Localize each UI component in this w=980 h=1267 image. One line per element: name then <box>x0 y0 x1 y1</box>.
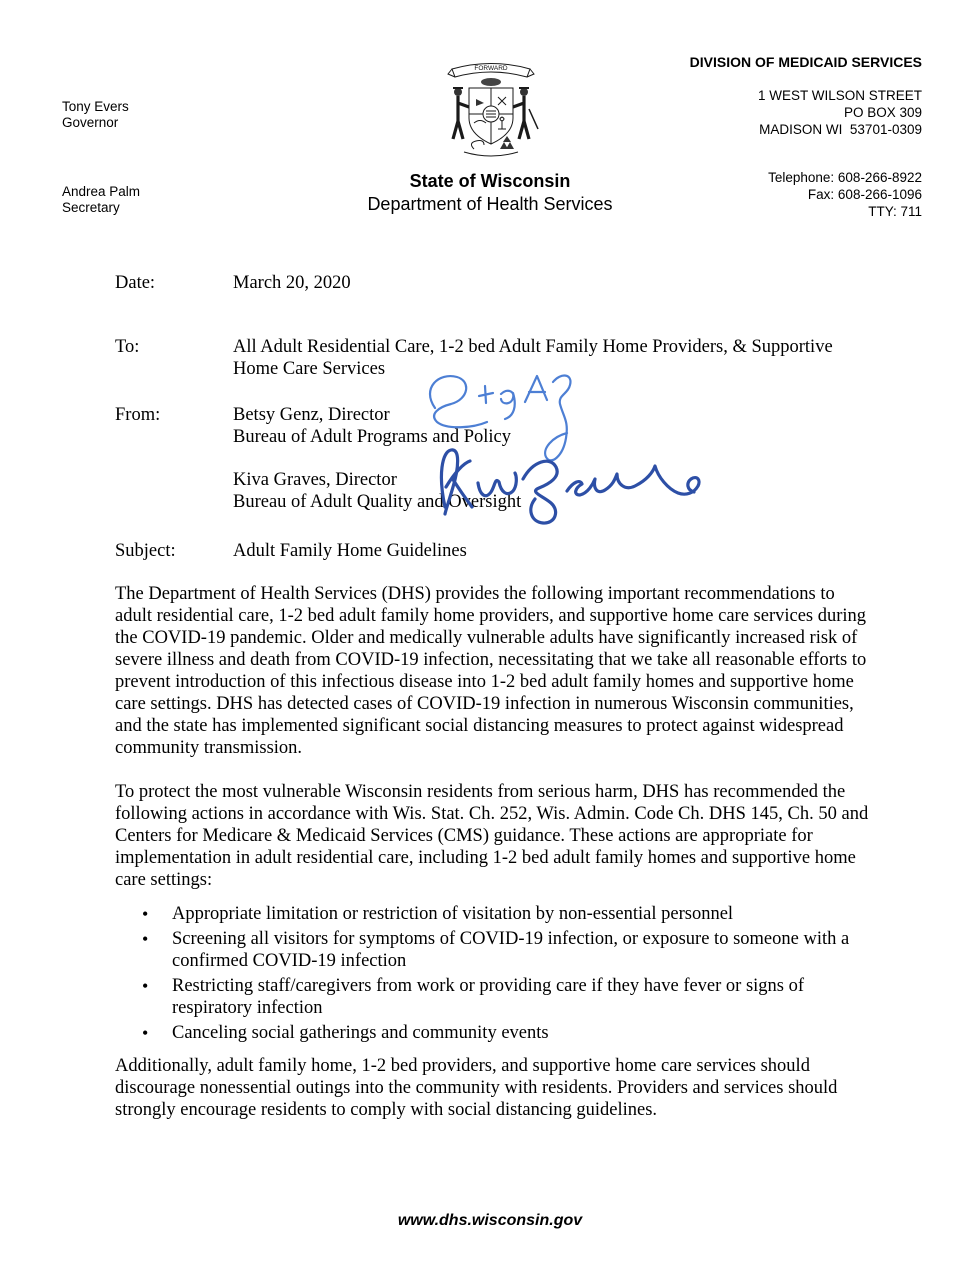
subject-row <box>115 540 873 562</box>
from1-bureau: Bureau of Adult Programs and Policy <box>233 427 511 447</box>
governor-block <box>62 99 129 131</box>
subject-label: Subject: <box>115 541 176 561</box>
secretary-title: Secretary <box>62 200 120 215</box>
date-label: Date: <box>115 273 156 293</box>
telephone-line: Telephone: 608-266-8922 <box>768 170 922 185</box>
agency-title-block <box>0 170 980 216</box>
seal-motto: FORWARD <box>474 65 508 72</box>
governor-name: Tony Evers <box>62 99 129 114</box>
address-block <box>758 87 922 138</box>
department-title: Department of Health Services <box>367 194 613 214</box>
governor-title: Governor <box>62 115 119 130</box>
list-item: • Canceling social gatherings and community events <box>172 1022 873 1044</box>
paragraph-2: To protect the most vulnerable Wisconsin residents from serious harm, DHS has recommended the following actions in accordance with Wis. Stat. Ch. 252, Wis. Admin. Code Ch. DHS 145, Ch. 50 and Centers for Medicare & Medicaid Services (CMS) guidance. These actions are appropriate for implementation in adult residential care, including 1-2 bed adult family homes and supportive home care settings: <box>115 782 869 890</box>
address-line: 1 WEST WILSON STREET <box>757 88 922 103</box>
from-label: From: <box>115 405 161 425</box>
paragraph-3: Additionally, adult family home, 1-2 bed providers, and supportive home care services should discourage nonessential outings into the community with residents. Providers and services should strongly encourage residents to comply with social distancing guidelines. <box>115 1056 838 1120</box>
fax-line: Fax: 608-266-1096 <box>807 187 922 202</box>
paragraph-1: The Department of Health Services (DHS) provides the following important recommendations to adult residential care, 1-2 bed adult family home providers, and supportive home care services during the COVID-19 pandemic. Older and medically vulnerable adults have significantly increased risk of severe illness and death from COVID-19 infection, necessitating that we take all reasonable efforts to prevent introduction of this infectious disease into 1-2 bed adult family homes and supportive home care settings. DHS has detected cases of COVID-19 infection in numerous Wisconsin communities, and the state has implemented significant social distancing measures to protect against widespread community transmission. <box>115 584 867 758</box>
address-line: PO BOX 309 <box>843 105 922 120</box>
from2-bureau: Bureau of Adult Quality and Oversight <box>233 492 522 512</box>
address-line: MADISON WI 53701-0309 <box>759 122 922 137</box>
dhs-website-url: www.dhs.wisconsin.gov <box>397 1212 583 1229</box>
secretary-name: Andrea Palm <box>62 184 141 199</box>
list-item: • Screening all visitors for symptoms of COVID-19 infection, or exposure to someone with a confirmed COVID-19 infection <box>172 928 873 972</box>
division-title: DIVISION OF MEDICAID SERVICES <box>689 54 922 70</box>
kiva-graves-signature <box>423 443 718 533</box>
subject-value: Adult Family Home Guidelines <box>233 541 467 561</box>
recommendations-list <box>115 903 873 1044</box>
date-value: March 20, 2020 <box>233 273 351 293</box>
list-item: • Restricting staff/caregivers from work or providing care if they have fever or signs of respiratory infection <box>172 975 873 1019</box>
from-label-spacer <box>115 469 233 513</box>
list-item: • Appropriate limitation or restriction of visitation by non-essential personnel <box>172 903 873 925</box>
state-of-wisconsin-title: State of Wisconsin <box>409 171 571 191</box>
tty-line: TTY: 711 <box>868 204 922 219</box>
to-value: All Adult Residential Care, 1-2 bed Adult Family Home Providers, & Supportive Home Care Services <box>233 337 833 379</box>
wisconsin-coat-of-arms-seal <box>436 57 546 159</box>
to-label: To: <box>115 337 140 357</box>
from2-name: Kiva Graves, Director <box>233 470 397 490</box>
date-row <box>115 272 873 294</box>
from1-name: Betsy Genz, Director <box>233 405 390 425</box>
